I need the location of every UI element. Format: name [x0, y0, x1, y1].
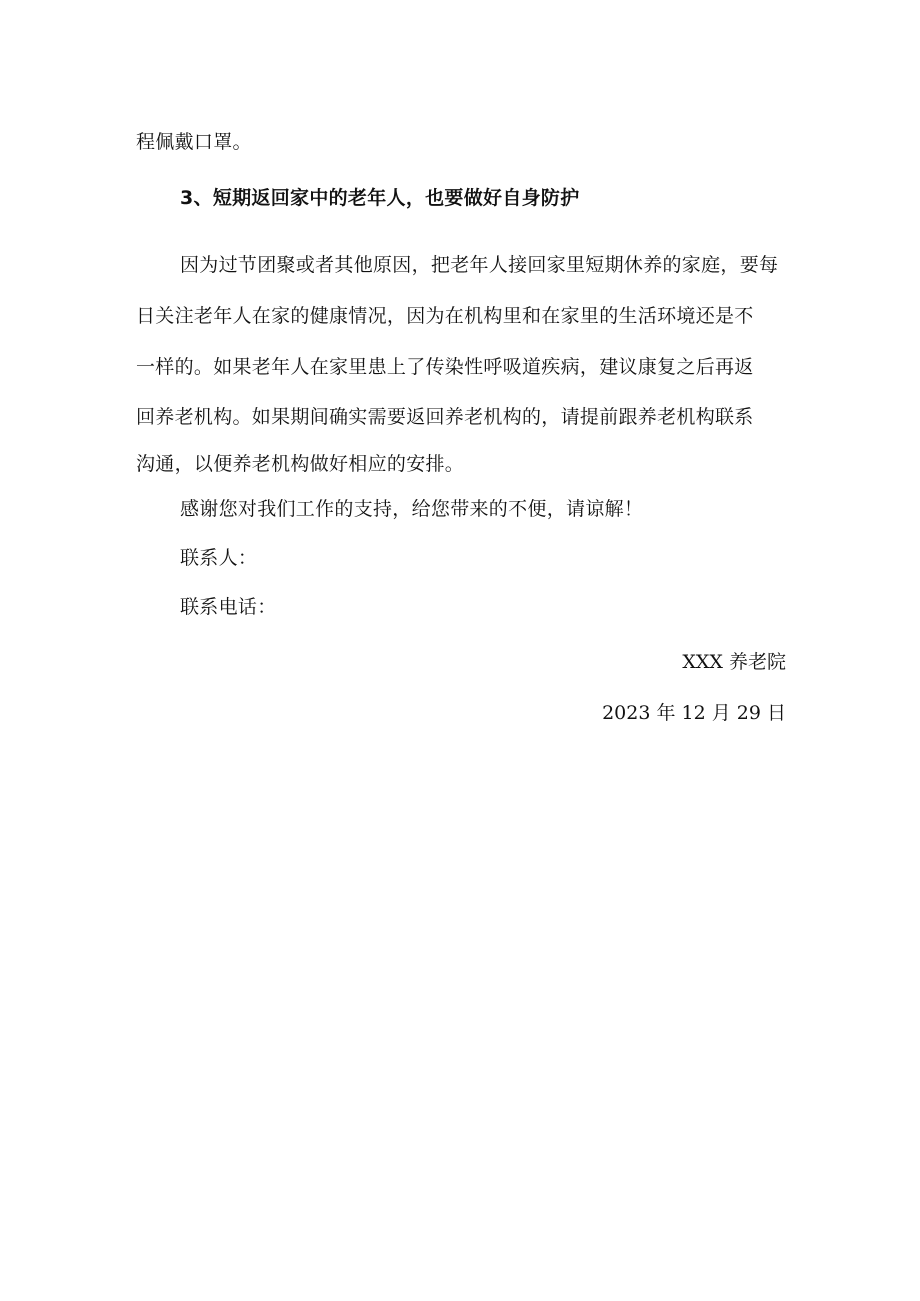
paragraph-line: 一样的。如果老年人在家里患上了传染性呼吸道疾病，建议康复之后再返	[136, 356, 754, 378]
continuation-text: 程佩戴口罩。	[136, 131, 252, 153]
paragraph-line: 日关注老年人在家的健康情况，因为在机构里和在家里的生活环境还是不	[136, 305, 754, 327]
paragraph-line: 沟通，以便养老机构做好相应的安排。	[136, 453, 465, 475]
paragraph-line: 因为过节团聚或者其他原因，把老年人接回家里短期休养的家庭，要每	[180, 254, 779, 276]
section-heading: 3、短期返回家中的老年人，也要做好自身防护	[180, 187, 580, 209]
thanks-text: 感谢您对我们工作的支持，给您带来的不便，请谅解！	[180, 498, 644, 520]
date: 2023 年 12 月 29 日	[602, 702, 786, 724]
signature: XXX 养老院	[682, 651, 786, 673]
contact-phone-label: 联系电话：	[180, 596, 277, 618]
contact-person-label: 联系人：	[180, 547, 258, 569]
paragraph-line: 回养老机构。如果期间确实需要返回养老机构的，请提前跟养老机构联系	[136, 406, 754, 428]
